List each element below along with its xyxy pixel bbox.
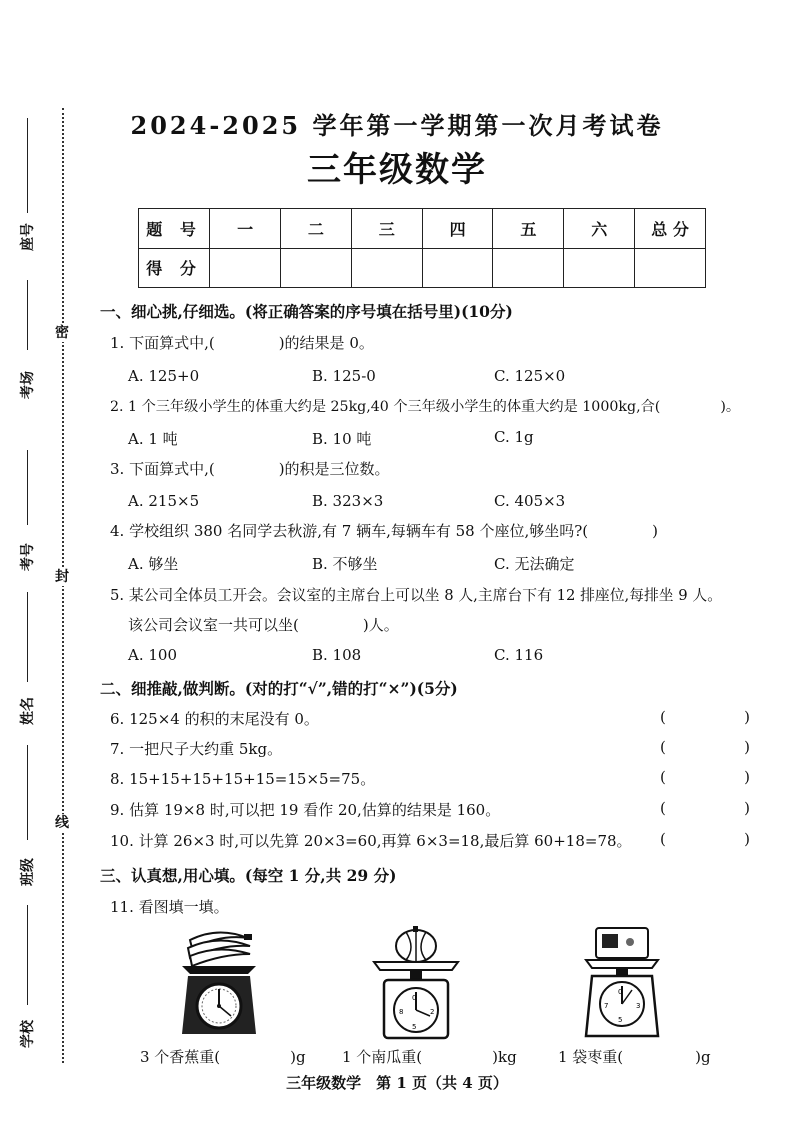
q5-option-a[interactable]: A. 100 (128, 646, 177, 664)
q3-option-c[interactable]: C. 405×3 (494, 492, 566, 510)
judgement-10: 10. 计算 26×3 时,可以先算 20×3=60,再算 6×3=18,最后算 60+18=78。 (110, 832, 632, 850)
paren-close: ) (744, 708, 750, 726)
question-4-stem-end: ) (652, 522, 659, 540)
exam-number-line (27, 450, 28, 525)
jujube-caption-unit: )g (695, 1048, 711, 1066)
q3-option-b[interactable]: B. 323×3 (312, 492, 384, 510)
svg-text:0: 0 (412, 994, 417, 1002)
paren-open: ( (660, 799, 666, 817)
svg-text:0: 0 (618, 988, 623, 996)
score-input-cell[interactable] (351, 248, 422, 288)
score-table (138, 208, 706, 288)
svg-text:5: 5 (412, 1023, 417, 1031)
judgement-7: 7. 一把尺子大约重 5kg。 (110, 740, 283, 758)
question-4-stem: 4. 学校组织 380 名同学去秋游,有 7 辆车,每辆车有 58 个座位,够坐吗?( (110, 522, 589, 540)
q3-option-a[interactable]: A. 215×5 (128, 492, 200, 510)
svg-text:2: 2 (430, 1008, 435, 1016)
score-table-score-row (139, 248, 706, 288)
exam-title: 2024-2025 学年第一学期第一次月考试卷 (130, 111, 664, 140)
q1-option-c[interactable]: C. 125×0 (494, 367, 566, 385)
seal-char-feng: 封 (52, 568, 72, 586)
paren-open: ( (660, 708, 666, 726)
paren-open: ( (660, 830, 666, 848)
paren-close: ) (744, 738, 750, 756)
svg-text:7: 7 (604, 1002, 609, 1010)
question-3-stem-end: )的积是三位数。 (278, 460, 390, 478)
jujube-caption-text: 1 袋枣重( (558, 1048, 624, 1066)
q4-option-a[interactable]: A. 够坐 (128, 555, 179, 573)
class-label: 班级 (20, 858, 36, 886)
paren-close: ) (744, 799, 750, 817)
section3-heading: 三、认真想,用心填。(每空 1 分,共 29 分) (100, 866, 397, 885)
question-1-stem: 1. 下面算式中,( (110, 334, 215, 352)
section2-heading: 二、细推敲,做判断。(对的打“√”,错的打“×”)(5分) (100, 679, 458, 698)
question-1-stem-end: )的结果是 0。 (278, 334, 374, 352)
svg-text:3: 3 (636, 1002, 641, 1010)
judgement-8-answer[interactable] (660, 768, 750, 786)
name-label: 姓名 (20, 697, 36, 725)
score-input-cell[interactable] (635, 248, 706, 288)
score-row-label: 得 分 (139, 248, 210, 288)
q1-option-b[interactable]: B. 125-0 (312, 367, 376, 385)
q1-option-a[interactable]: A. 125+0 (128, 367, 200, 385)
score-input-cell[interactable] (564, 248, 635, 288)
score-table-header-row (139, 209, 706, 249)
name-line (27, 592, 28, 682)
question-3 (110, 458, 390, 479)
question-3-stem: 3. 下面算式中,( (110, 460, 215, 478)
q2-option-c[interactable]: C. 1g (494, 428, 534, 446)
score-input-cell[interactable] (210, 248, 281, 288)
score-input-cell[interactable] (281, 248, 352, 288)
question-2-stem: 2. 1 个三年级小学生的体重大约是 25kg,40 个三年级小学生的体重大约是 1000kg,合( (110, 399, 661, 415)
judgement-6-answer[interactable] (660, 708, 750, 726)
score-header-cell: 六 (564, 209, 635, 249)
exam-room-field[interactable] (10, 280, 40, 420)
section1-heading: 一、细心挑,仔细选。(将正确答案的序号填在括号里)(10分) (100, 302, 513, 321)
judgement-9: 9. 估算 19×8 时,可以把 19 看作 20,估算的结果是 160。 (110, 801, 501, 819)
banana-scale-icon (178, 926, 260, 1038)
judgement-6: 6. 125×4 的积的末尾没有 0。 (110, 710, 319, 728)
score-header-cell: 五 (493, 209, 564, 249)
pumpkin-caption (342, 1046, 517, 1067)
question-5-stem-line2: 该公司会议室一共可以坐( (128, 616, 299, 634)
q2-option-b[interactable]: B. 10 吨 (312, 430, 372, 448)
pumpkin-caption-text: 1 个南瓜重( (342, 1048, 423, 1066)
question-11: 11. 看图填一填。 (110, 898, 229, 916)
question-5: 5. 某公司全体员工开会。会议室的主席台上可以坐 8 人,主席台下有 12 排座位,每排坐 9 人。 (110, 587, 723, 604)
q4-option-c[interactable]: C. 无法确定 (494, 555, 575, 573)
jujube-caption (558, 1046, 711, 1067)
score-header-cell: 题 号 (139, 209, 210, 249)
question-2-stem-end: )。 (720, 399, 741, 415)
svg-text:8: 8 (399, 1008, 404, 1016)
score-header-cell: 二 (281, 209, 352, 249)
question-5-line2 (128, 614, 399, 635)
paren-close: ) (744, 768, 750, 786)
exam-number-field[interactable] (10, 450, 40, 590)
paren-open: ( (660, 738, 666, 756)
paren-close: ) (744, 830, 750, 848)
name-field[interactable] (10, 592, 40, 732)
question-4 (110, 520, 658, 541)
page-footer: 三年级数学 第 1 页（共 4 页） (286, 1074, 508, 1092)
exam-room-label: 考场 (20, 371, 36, 399)
school-label: 学校 (20, 1020, 36, 1048)
score-header-cell: 一 (210, 209, 281, 249)
q2-option-a[interactable]: A. 1 吨 (128, 430, 178, 448)
svg-text:5: 5 (618, 1016, 623, 1024)
judgement-7-answer[interactable] (660, 738, 750, 756)
exam-subject: 三年级数学 (307, 150, 487, 190)
q4-option-b[interactable]: B. 不够坐 (312, 555, 378, 573)
score-input-cell[interactable] (493, 248, 564, 288)
seal-char-xian: 线 (52, 814, 72, 832)
q5-option-c[interactable]: C. 116 (494, 646, 544, 664)
jujube-bag-scale-icon (580, 926, 664, 1040)
pumpkin-caption-unit: )kg (492, 1048, 517, 1066)
school-line (27, 905, 28, 1005)
judgement-8: 8. 15+15+15+15+15=15×5=75。 (110, 770, 376, 788)
banana-caption (140, 1046, 306, 1067)
seal-char-mi: 密 (52, 324, 72, 342)
q5-option-b[interactable]: B. 108 (312, 646, 362, 664)
class-field[interactable] (10, 745, 40, 885)
score-header-cell: 三 (351, 209, 422, 249)
question-5-stem-end: )人。 (362, 616, 399, 634)
question-1 (110, 332, 374, 353)
judgement-10-answer[interactable] (660, 830, 750, 848)
banana-caption-text: 3 个香蕉重( (140, 1048, 221, 1066)
class-line (27, 745, 28, 840)
school-field[interactable] (10, 905, 40, 1048)
paren-open: ( (660, 768, 666, 786)
score-input-cell[interactable] (422, 248, 493, 288)
banana-caption-unit: )g (290, 1048, 306, 1066)
judgement-9-answer[interactable] (660, 799, 750, 817)
seat-number-label: 座号 (20, 223, 36, 251)
score-header-cell: 四 (422, 209, 493, 249)
exam-room-line (27, 280, 28, 350)
question-2 (110, 396, 740, 416)
exam-number-label: 考号 (20, 543, 36, 571)
score-header-cell: 总 分 (635, 209, 706, 249)
pumpkin-scale-icon (370, 926, 462, 1040)
